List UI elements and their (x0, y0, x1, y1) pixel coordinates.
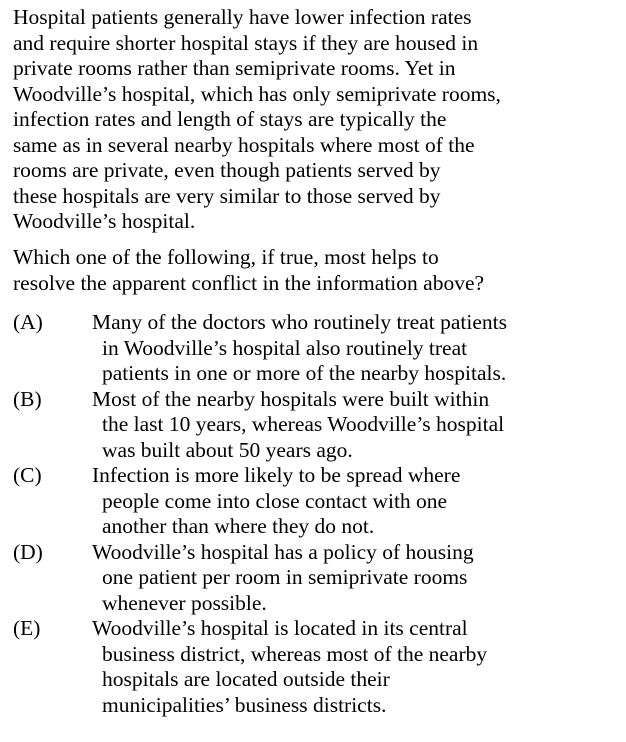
option-line: Infection is more likely to be spread where (92, 463, 461, 487)
option-line: the last 10 years, whereas Woodville’s hospital (102, 412, 505, 436)
option-letter: (B) (13, 386, 42, 411)
option-line: municipalities’ business districts. (102, 692, 387, 717)
option-text (92, 540, 613, 617)
option-line: was built about 50 years ago. (102, 437, 353, 462)
answer-options (13, 310, 613, 718)
passage-line: rooms are private, even though patients served by (13, 158, 441, 182)
option-line: one patient per room in semiprivate rooms (102, 565, 468, 589)
passage-line: Woodville’s hospital, which has only semiprivate rooms, (13, 81, 501, 106)
option-b[interactable] (13, 387, 613, 464)
option-line: Many of the doctors who routinely treat patients (92, 310, 507, 334)
passage-line: these hospitals are very similar to those served by (13, 183, 441, 208)
option-line: another than where they do not. (102, 514, 375, 538)
question-line: resolve the apparent conflict in the information above? (13, 270, 485, 295)
option-line: hospitals are located outside their (102, 667, 390, 691)
passage-line: Woodville’s hospital. (13, 209, 196, 233)
option-a[interactable] (13, 310, 613, 387)
option-line: whenever possible. (102, 590, 267, 615)
option-c[interactable] (13, 463, 613, 540)
passage (13, 5, 613, 235)
passage-line: private rooms rather than semiprivate rooms. Yet in (13, 56, 456, 80)
option-line: business district, whereas most of the nearby (102, 641, 488, 666)
option-text (92, 616, 613, 718)
option-line: in Woodville’s hospital also routinely treat (102, 335, 468, 360)
option-letter: (D) (13, 539, 43, 564)
question-line: Which one of the following, if true, most helps to (13, 245, 439, 269)
option-line: people come into close contact with one (102, 488, 448, 513)
question-stem (13, 245, 613, 296)
option-text (92, 387, 613, 464)
passage-line: infection rates and length of stays are typically the (13, 107, 447, 131)
option-letter: (C) (13, 463, 42, 487)
option-line: Woodville’s hospital has a policy of housing (92, 539, 474, 564)
option-line: Most of the nearby hospitals were built within (92, 386, 490, 411)
option-line: patients in one or more of the nearby hospitals. (102, 361, 507, 385)
option-text (92, 463, 613, 540)
passage-line: Hospital patients generally have lower infection rates (13, 5, 472, 29)
passage-line: same as in several nearby hospitals where most of the (13, 132, 475, 157)
passage-line: and require shorter hospital stays if they are housed in (13, 30, 479, 55)
option-d[interactable] (13, 540, 613, 617)
option-e[interactable] (13, 616, 613, 718)
option-text (92, 310, 613, 387)
option-letter: (E) (13, 616, 41, 640)
option-letter: (A) (13, 310, 43, 334)
option-line: Woodville’s hospital is located in its central (92, 616, 468, 640)
